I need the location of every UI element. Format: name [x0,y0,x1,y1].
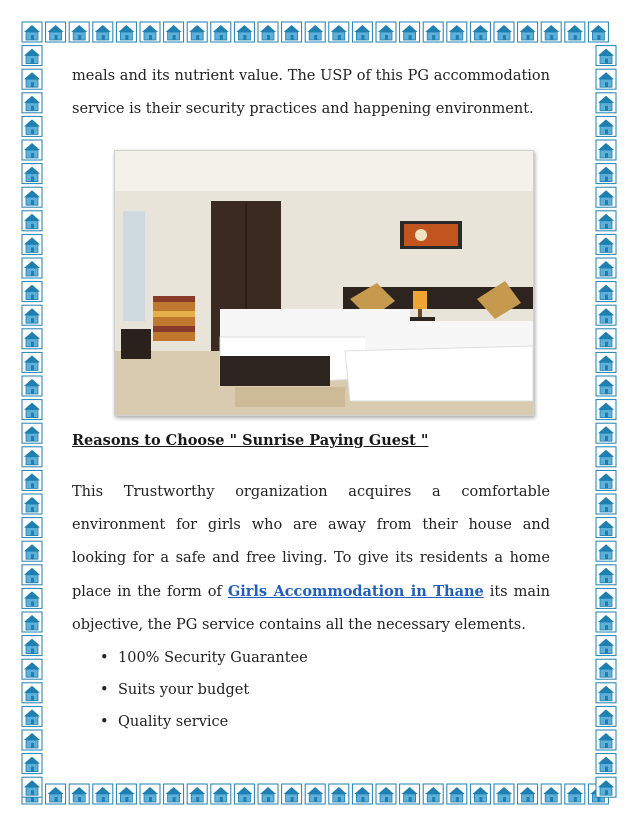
bullet-item: • Quality service [100,706,308,738]
house-icon [596,187,616,207]
girls-accommodation-link[interactable]: Girls Accommodation in Thane [227,583,484,600]
house-icon [596,93,616,113]
house-icon [494,22,514,42]
house-icon [116,784,136,804]
house-icon [282,22,302,42]
house-icon [22,305,42,325]
house-icon [164,784,184,804]
house-icon [596,282,616,302]
house-icon [596,329,616,349]
house-icon [22,258,42,278]
house-icon [258,784,278,804]
house-icon [22,730,42,750]
house-icon [596,777,616,797]
house-icon [22,565,42,585]
house-icon [541,784,561,804]
house-icon [596,46,616,66]
house-icon [22,494,42,514]
house-icon [596,234,616,254]
intro-paragraph: meals and its nutrient value. The USP of this PG accommodation service is their security practices and happening environment. [72,68,550,117]
house-icon [596,683,616,703]
house-icon [596,706,616,726]
house-icon [22,636,42,656]
house-icon [187,22,207,42]
house-icon [423,784,443,804]
house-icon [352,784,372,804]
house-icon [69,784,89,804]
house-icon [596,69,616,89]
house-icon [22,400,42,420]
house-icon [69,22,89,42]
house-icon [22,706,42,726]
house-icon [400,784,420,804]
bullet-item: • Suits your budget [100,674,308,706]
house-icon [596,258,616,278]
house-icon [470,22,490,42]
house-icon [329,784,349,804]
house-icon [282,784,302,804]
house-icon [596,400,616,420]
house-icon [22,69,42,89]
house-icon [22,447,42,467]
house-icon [305,22,325,42]
house-icon [400,22,420,42]
house-icon [140,22,160,42]
house-icon [234,784,254,804]
feature-bullet-list [100,642,308,738]
house-icon [46,784,66,804]
house-icon [187,784,207,804]
section-paragraph [72,476,550,642]
house-icon [596,164,616,184]
section-text-after-link: its main objective, the PG service contains all the necessary elements. [72,584,550,633]
house-icon [329,22,349,42]
house-icon [22,588,42,608]
house-icon [565,22,585,42]
house-icon [376,784,396,804]
house-icon [596,447,616,467]
house-icon [518,784,538,804]
house-icon [140,784,160,804]
house-icon [518,22,538,42]
house-icon [22,164,42,184]
house-icon [376,22,396,42]
house-icon [22,376,42,396]
house-icon [22,518,42,538]
house-icon [22,541,42,561]
house-icon [596,305,616,325]
house-icon [596,470,616,490]
house-icon [596,565,616,585]
house-icon [93,784,113,804]
house-icon [22,22,42,42]
house-icon [596,116,616,136]
house-icon [447,784,467,804]
bullet-item: • 100% Security Guarantee [100,642,308,674]
house-icon [596,754,616,774]
house-icon [258,22,278,42]
house-icon [596,423,616,443]
house-icon [588,22,608,42]
house-icon [164,22,184,42]
house-icon [22,234,42,254]
house-icon [352,22,372,42]
house-icon [22,93,42,113]
house-icon [22,211,42,231]
house-icon [93,22,113,42]
house-icon [565,784,585,804]
house-icon [211,22,231,42]
house-icon [596,376,616,396]
house-icon [305,784,325,804]
house-icon [596,140,616,160]
house-icon [596,730,616,750]
house-icon [22,754,42,774]
house-icon [234,22,254,42]
house-icon [494,784,514,804]
house-icon [423,22,443,42]
house-icon [46,22,66,42]
section-text-before-link: This Trustworthy organization acquires a comfortable environment for girls who are away from their house and looking for a safe and free living. To give its residents a home place in the form of [72,484,550,600]
house-icon [596,494,616,514]
house-icon [22,116,42,136]
house-icon [596,518,616,538]
section-heading: Reasons to Choose " Sunrise Paying Guest " [72,432,429,449]
house-icon [470,784,490,804]
house-icon [211,784,231,804]
house-icon [22,352,42,372]
house-icon [541,22,561,42]
house-icon [596,352,616,372]
house-icon [596,588,616,608]
house-icon [22,470,42,490]
bedroom-photo-icon [114,150,534,416]
house-icon [22,612,42,632]
house-icon [22,329,42,349]
house-icon [22,777,42,797]
house-icon [22,282,42,302]
house-icon [596,636,616,656]
house-icon [596,211,616,231]
house-icon [22,683,42,703]
house-icon [596,659,616,679]
house-icon [22,187,42,207]
house-icon [22,140,42,160]
house-icon [22,46,42,66]
house-icon [596,541,616,561]
house-icon [22,659,42,679]
house-icon [22,423,42,443]
house-icon [447,22,467,42]
house-icon [596,612,616,632]
house-icon [116,22,136,42]
